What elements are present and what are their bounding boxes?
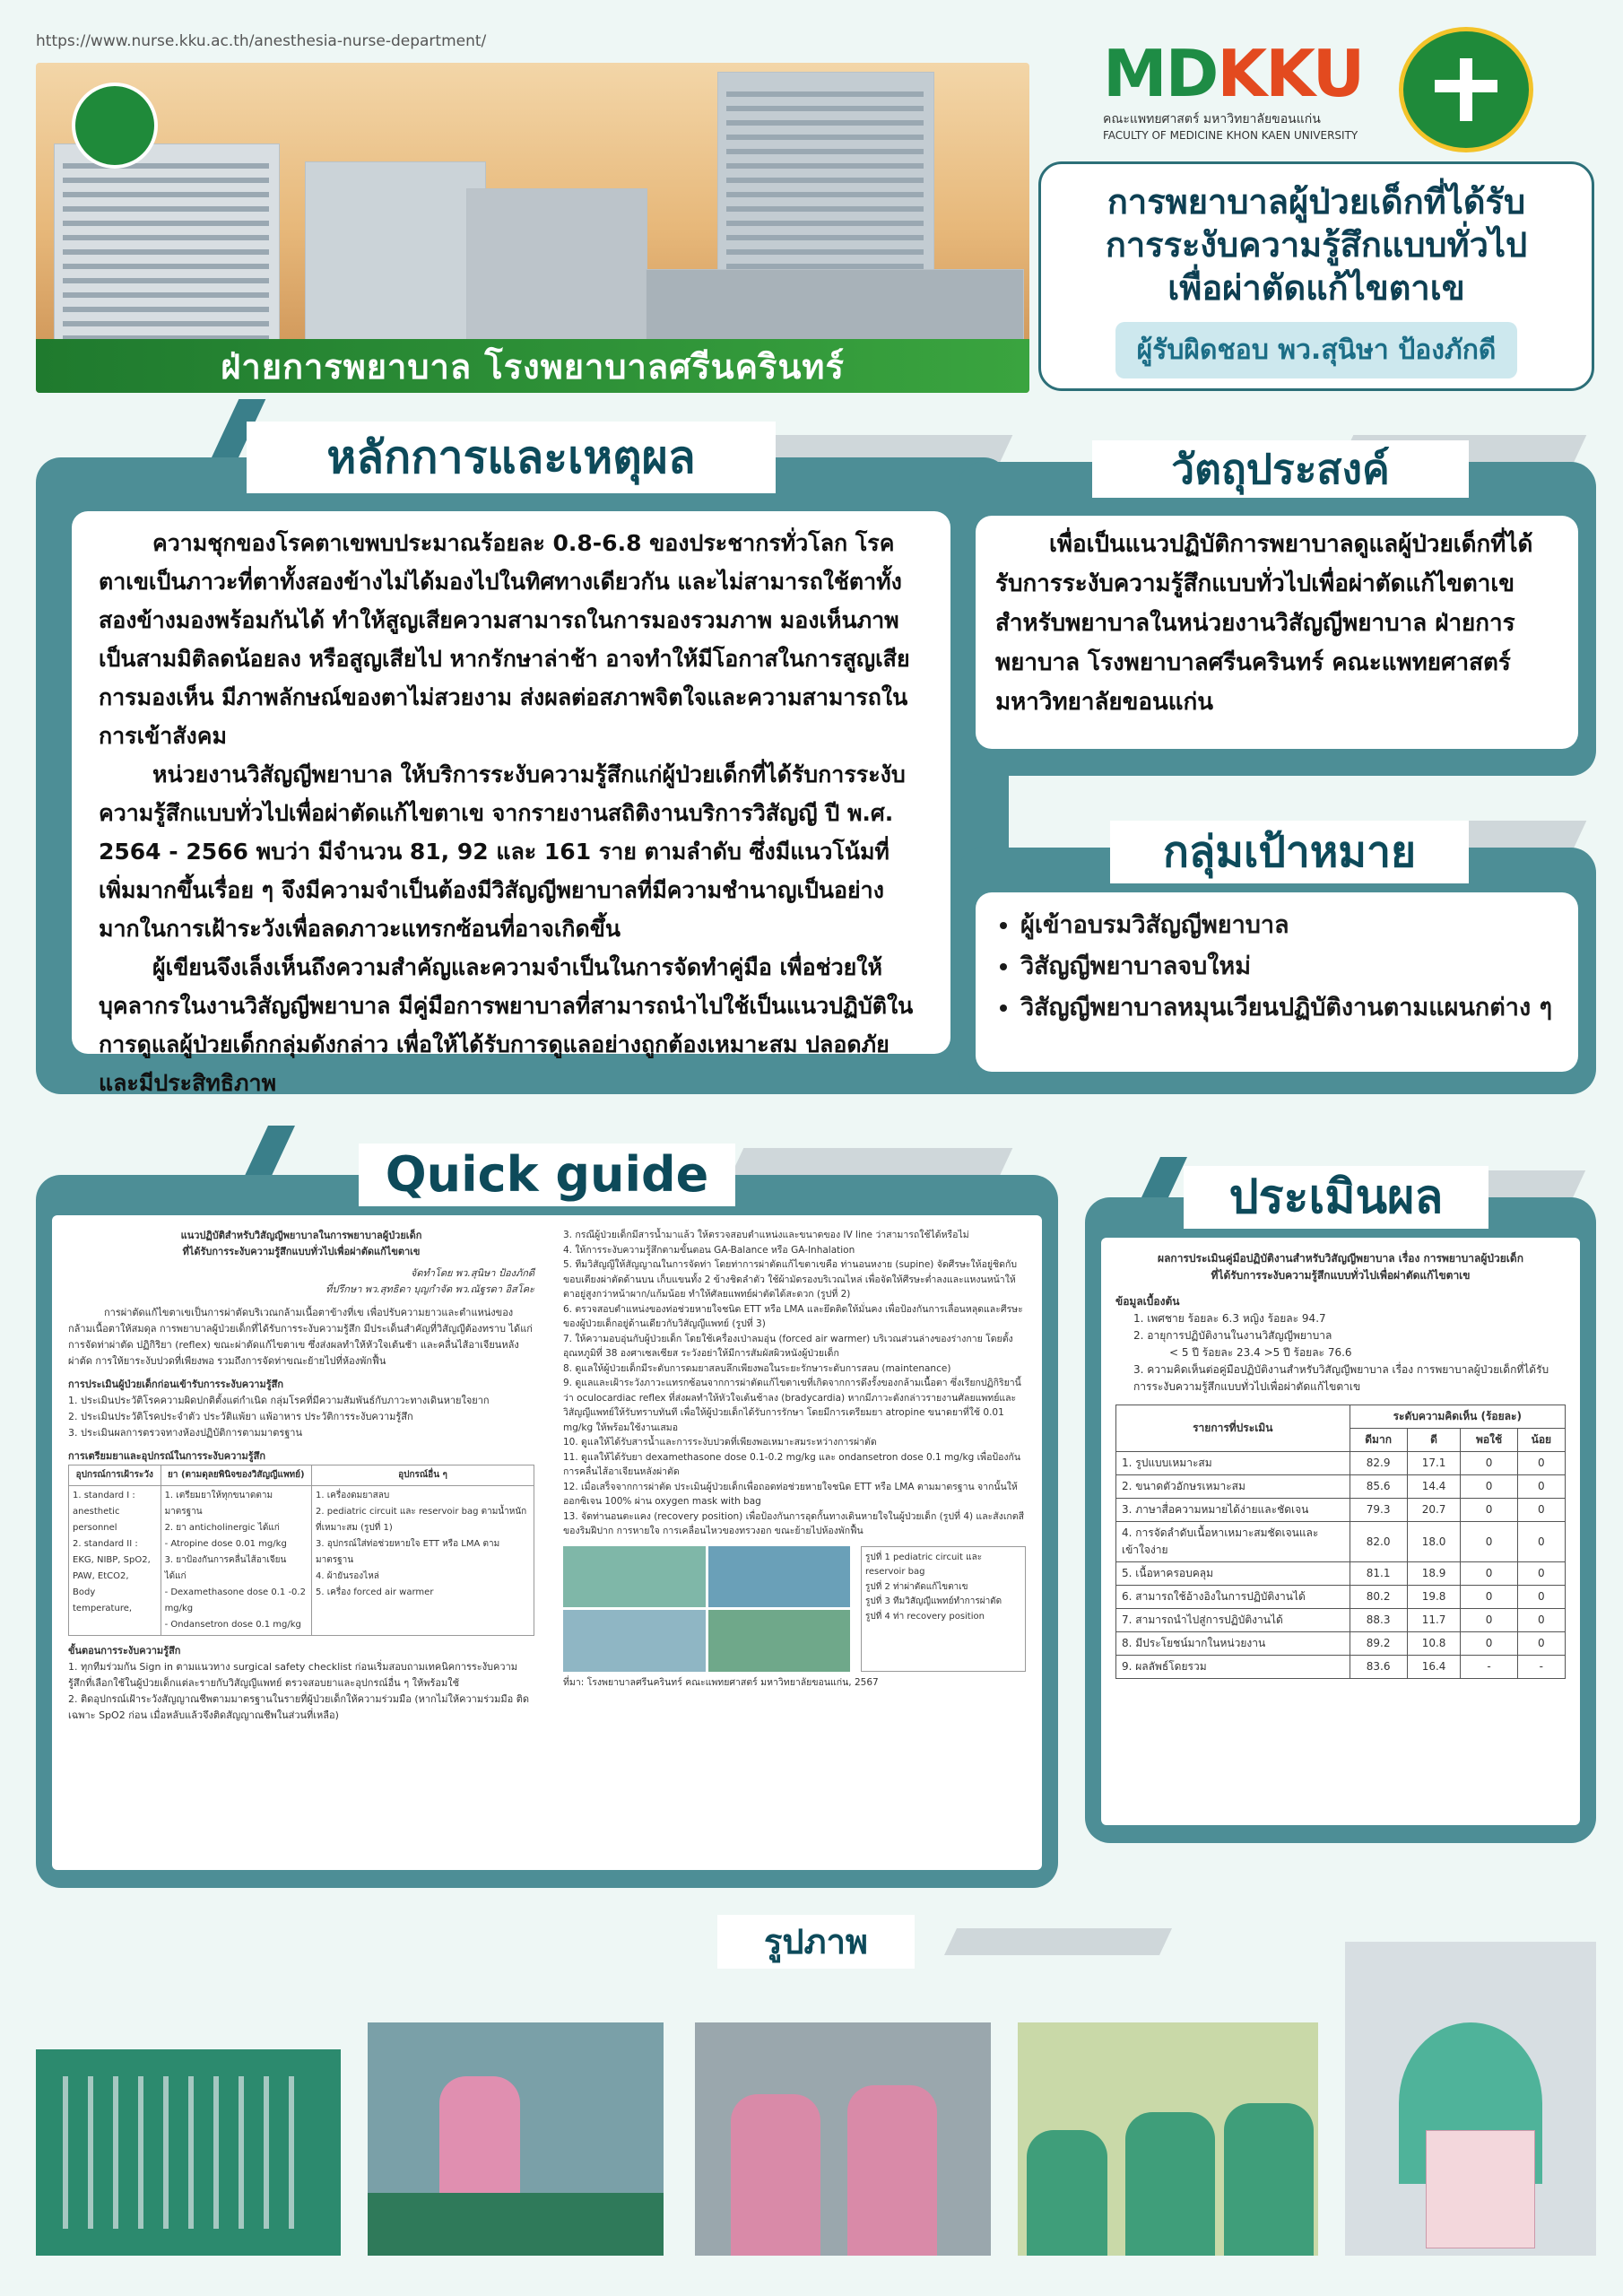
- figure-caption: รูปที่ 4 ท่า recovery position: [865, 1611, 985, 1622]
- evaluation-heading: ประเมินผล: [1184, 1166, 1488, 1229]
- list-item: 3. ความคิดเห็นต่อคู่มือปฏิบัติงานสำหรับวิสัญญีพยาบาล เรื่อง การพยาบาลผู้ป่วยเด็กที่ได้รับการระงับความรู้สึกแบบทั่วไปเพื่อผ่าตัดแก้ไขตาเข: [1133, 1363, 1549, 1393]
- table-cell: 82.9: [1350, 1452, 1407, 1475]
- table-cell: 4. การจัดลำดับเนื้อหาเหมาะสมชัดเจนและเข้าใจง่าย: [1116, 1522, 1350, 1562]
- objective-panel: [958, 445, 1596, 776]
- table-cell: 17.1: [1407, 1452, 1461, 1475]
- objective-heading: วัตถุประสงค์: [1092, 440, 1469, 498]
- photo-anesthesia-2: [695, 2022, 991, 2256]
- figure-caption: รูปที่ 3 ทีมวิสัญญีแพทย์ทำการผ่าตัด: [865, 1596, 1002, 1606]
- list-item: 12. เมื่อเสร็จจากการผ่าตัด ประเมินผู้ป่วยเด็กเพื่อถอดท่อช่วยหายใจชนิด ETT หรือ LMA ตามมาตรฐาน จากนั้นให้ออกซิเจน 100% ผ่าน oxygen mask with bag: [563, 1481, 1018, 1507]
- list-item: 2. อายุการปฏิบัติงานในงานวิสัญญีพยาบาล: [1133, 1329, 1332, 1342]
- table-header: พอใช้: [1461, 1429, 1517, 1452]
- table-row: [1116, 1475, 1566, 1499]
- list-item: 7. ให้ความอบอุ่นกับผู้ป่วยเด็ก โดยใช้เครื่องเป่าลมอุ่น (forced air warmer) บริเวณส่วนล่างของร่างกาย โดยตั้งอุณหภูมิที่ 38 องศาเซลเซียส ระวังอย่าให้มีการสัมผัสผิวหนังผู้ป่วยเด็ก: [563, 1333, 1013, 1359]
- photo-training: [1018, 2022, 1318, 2256]
- list-item: • วิสัญญีพยาบาลจบใหม่: [1020, 946, 1569, 987]
- list-item: 1. ประเมินประวัติโรคความผิดปกติตั้งแต่กำเนิด กลุ่มโรคที่มีความสัมพันธ์กับภาวะทางเดินหายใจยาก: [68, 1395, 490, 1406]
- table-cell: 8. มีประโยชน์มากในหน่วยงาน: [1116, 1632, 1350, 1656]
- table-header: รายการที่ประเมิน: [1116, 1405, 1350, 1452]
- qg-section-prep: การเตรียมยาและอุปกรณ์ในการระงับความรู้สึก: [68, 1450, 266, 1462]
- table-cell: 82.0: [1350, 1522, 1407, 1562]
- figure-image: [708, 1610, 851, 1672]
- table-cell: 0: [1461, 1609, 1517, 1632]
- table-cell: 0: [1461, 1632, 1517, 1656]
- md-kku-logo: [1103, 36, 1372, 142]
- table-row: [1116, 1586, 1566, 1609]
- rationale-panel: [36, 431, 1009, 1096]
- list-item: 11. ดูแลให้ได้รับยา dexamethasone dose 0.1-0.2 mg/kg และ ondansetron dose 0.1 mg/kg เพื่อป้องกันการคลื่นไส้อาเจียนหลังผ่าตัด: [563, 1451, 1021, 1477]
- logo-sub-thai: คณะแพทยศาสตร์ มหาวิทยาลัยขอนแก่น: [1103, 112, 1321, 126]
- table-cell: 1. เครื่องดมยาสลบ 2. pediatric circuit และ reservoir bag ตามน้ำหนักที่เหมาะสม (รูปที่ 1) 3. อุปกรณ์ใส่ท่อช่วยหายใจ ETT หรือ LMA ตามมาตรฐาน 4. ผ้ายันรองไหล่ 5. เครื่อง forced air warmer: [312, 1486, 534, 1636]
- table-cell: -: [1461, 1656, 1517, 1679]
- table-cell: 3. ภาษาสื่อความหมายได้ง่ายและชัดเจน: [1116, 1499, 1350, 1522]
- rationale-paragraph: หน่วยงานวิสัญญีพยาบาล ให้บริการระงับความรู้สึกแก่ผู้ป่วยเด็กที่ได้รับการระงับความรู้สึกแบบทั่วไปเพื่อผ่าตัดแก้ไขตาเข จากรายงานสถิติงานบริการวิสัญญี ปี พ.ศ. 2564 - 2566 พบว่า มีจำนวน 81, 92 และ 161 ราย ตามลำดับ ซึ่งมีแนวโน้มที่เพิ่มมากขึ้นเรื่อย ๆ จึงมีความจำเป็นต้องมีวิสัญญีพยาบาลที่มีความชำนาญเป็นอย่างมากในการเฝ้าระวังเพื่อลดภาวะแทรกซ้อนที่อาจเกิดขึ้น: [99, 761, 906, 942]
- title-box: [1038, 161, 1594, 391]
- table-header: ดีมาก: [1350, 1429, 1407, 1452]
- table-cell: 11.7: [1407, 1609, 1461, 1632]
- qg-source: ที่มา: โรงพยาบาลศรีนครินทร์ คณะแพทยศาสตร์ มหาวิทยาลัยขอนแก่น, 2567: [563, 1676, 879, 1688]
- list-item: < 5 ปี ร้อยละ 23.4 >5 ปี ร้อยละ 76.6: [1169, 1346, 1352, 1359]
- table-cell: 18.0: [1407, 1522, 1461, 1562]
- hospital-logo-icon: [72, 83, 158, 169]
- target-panel: [958, 827, 1596, 1094]
- quick-guide-heading: Quick guide: [359, 1144, 735, 1206]
- qg-section-steps: ขั้นตอนการระงับความรู้สึก: [68, 1645, 181, 1657]
- table-header: ระดับความคิดเห็น (ร้อยละ): [1350, 1405, 1565, 1429]
- list-item: 3. ประเมินผลการตรวจทางห้องปฏิบัติการตามมาตรฐาน: [68, 1427, 303, 1439]
- table-cell: 0: [1517, 1452, 1565, 1475]
- table-cell: 80.2: [1350, 1586, 1407, 1609]
- table-cell: 81.1: [1350, 1562, 1407, 1586]
- target-body: [976, 892, 1578, 1072]
- qg-author: จัดทำโดย พว.สุนิษา ป้องภักดี: [410, 1267, 534, 1279]
- table-header: อุปกรณ์การเฝ้าระวัง: [69, 1465, 161, 1486]
- table-cell: 19.8: [1407, 1586, 1461, 1609]
- objective-text: เพื่อเป็นแนวปฏิบัติการพยาบาลดูแลผู้ป่วยเด็กที่ได้รับการระงับความรู้สึกแบบทั่วไปเพื่อผ่าตัดแก้ไขตาเข สำหรับพยาบาลในหน่วยงานวิสัญญีพยาบาล ฝ่ายการพยาบาล โรงพยาบาลศรีนครินทร์ คณะแพทยศาสตร์ มหาวิทยาลัยขอนแก่น: [995, 531, 1533, 716]
- table-cell: 79.3: [1350, 1499, 1407, 1522]
- rationale-body: [72, 511, 950, 1096]
- list-item: 2. ประเมินประวัติโรคประจำตัว ประวัติแพ้ยา แพ้อาหาร ประวัติการระงับความรู้สึก: [68, 1411, 413, 1422]
- table-cell: 0: [1517, 1609, 1565, 1632]
- list-item: 10. ดูแลให้ได้รับสารน้ำและการระงับปวดที่เพียงพอเหมาะสมระหว่างการผ่าตัด: [563, 1437, 877, 1448]
- qg-doc-title: แนวปฏิบัติสำหรับวิสัญญีพยาบาลในการพยาบาลผู้ป่วยเด็ก ที่ได้รับการระงับความรู้สึกแบบทั่วไปเพื่อผ่าตัดแก้ไขตาเข: [180, 1230, 422, 1257]
- table-cell: 0: [1461, 1522, 1517, 1562]
- table-cell: 0: [1517, 1586, 1565, 1609]
- table-row: [1116, 1452, 1566, 1475]
- table-cell: 5. เนื้อหาครอบคลุม: [1116, 1562, 1350, 1586]
- table-cell: 18.9: [1407, 1562, 1461, 1586]
- table-cell: 0: [1461, 1499, 1517, 1522]
- decor-slant: [944, 1928, 1172, 1955]
- list-item: 1. ทุกทีมร่วมกัน Sign in ตามแนวทาง surgical safety checklist ก่อนเริ่มสอบถามเทคนิคการระงับความรู้สึกที่เลือกใช้ในผู้ป่วยเด็กแต่ละรายกับวิสัญญีแพทย์ ตรวจสอบยาและอุปกรณ์อื่น ๆ ให้พร้อมใช้: [68, 1661, 518, 1689]
- qg-intro: การผ่าตัดแก้ไขตาเขเป็นการผ่าตัดบริเวณกล้ามเนื้อตาข้างที่เข เพื่อปรับความยาวและตำแหน่งของกล้ามเนื้อตาให้สมดุล การพยาบาลผู้ป่วยเด็กที่ได้รับการระงับความรู้สึก มีประเด็นสำคัญที่วิสัญญีต้องทราบ ได้แก่ การจัดท่าผ่าตัด ปฏิกิริยา (reflex) ขณะผ่าตัดแก้ไขตาเข ซึ่งส่งผลทำให้หัวใจเต้นช้า และคลื่นไส้อาเจียนหลังผ่าตัด การให้ยาระงับปวดที่เพียงพอ รวมถึงการจัดท่าขณะย้ายไปที่ห้องพักฟื้น: [68, 1307, 533, 1367]
- table-cell: 16.4: [1407, 1656, 1461, 1679]
- table-cell: 0: [1461, 1475, 1517, 1499]
- table-cell: 88.3: [1350, 1609, 1407, 1632]
- logo-sub-eng: FACULTY OF MEDICINE KHON KAEN UNIVERSITY: [1103, 129, 1358, 142]
- list-item: 9. ดูแลและเฝ้าระวังภาวะแทรกซ้อนจากการผ่าตัดแก้ไขตาเขที่เกิดจากการดึงรั้งของกล้ามเนื้อตา ซึ่งเรียกปฏิกิริยานี้ว่า oculocardiac reflex ที่ส่งผลทำให้หัวใจเต้นช้าลง (bradycardia) หากมีภาวะดังกล่าวรายงานศัลยแพทย์และวิสัญญีแพทย์ให้รับทราบทันที เพื่อให้ผู้ป่วยเด็กได้รับการรักษา โดยมีการเตรียมยา atropine ขนาดยาที่ใช้ 0.01 mg/kg ให้พร้อมใช้งานเสมอ: [563, 1378, 1021, 1433]
- figure-caption: รูปที่ 2 ท่าผ่าตัดแก้ไขตาเข: [865, 1581, 968, 1592]
- figure-caption: รูปที่ 1 pediatric circuit และ reservoir bag: [865, 1552, 983, 1577]
- rationale-paragraph: ความชุกของโรคตาเขพบประมาณร้อยละ 0.8-6.8 ของประชากรทั่วโลก โรคตาเขเป็นภาวะที่ตาทั้งสองข้างไม่ได้มองไปในทิศทางเดียวกัน และไม่สามารถใช้ตาทั้งสองข้างมองพร้อมกันได้ ทำให้สูญเสียความสามารถในการมองรวมภาพ มองเห็นภาพเป็นสามมิติลดน้อยลง หรือสูญเสียไป หากรักษาล่าช้า อาจทำให้มีโอกาสในการสูญเสียการมองเห็น มีภาพลักษณ์ของตาไม่สวยงาม ส่งผลต่อสภาพจิตใจและความสามารถในการเข้าสังคม: [99, 530, 910, 749]
- table-cell: 0: [1461, 1586, 1517, 1609]
- table-row: [1116, 1562, 1566, 1586]
- target-heading: กลุ่มเป้าหมาย: [1110, 821, 1469, 883]
- photo-equipment: [36, 2049, 341, 2256]
- qg-section-assess: การประเมินผู้ป่วยเด็กก่อนเข้ารับการระงับความรู้สึก: [68, 1378, 283, 1390]
- table-cell: 9. ผลลัพธ์โดยรวม: [1116, 1656, 1350, 1679]
- list-item: 3. กรณีผู้ป่วยเด็กมีสารน้ำมาแล้ว ให้ตรวจสอบตำแหน่งและขนาดของ IV line ว่าสามารถใช้ได้หรือไม่: [563, 1230, 969, 1240]
- rationale-heading: หลักการและเหตุผล: [247, 422, 776, 493]
- table-cell: 1. standard I : anesthetic personnel 2. standard II : EKG, NIBP, SpO2, PAW, EtCO2, Body temperature,: [69, 1486, 161, 1636]
- table-cell: 2. ขนาดตัวอักษรเหมาะสม: [1116, 1475, 1350, 1499]
- table-cell: 14.4: [1407, 1475, 1461, 1499]
- table-cell: 0: [1517, 1562, 1565, 1586]
- eval-doc-title: ผลการประเมินคู่มือปฏิบัติงานสำหรับวิสัญญีพยาบาล เรื่อง การพยาบาลผู้ป่วยเด็ก ที่ได้รับการระงับความรู้สึกแบบทั่วไปเพื่อผ่าตัดแก้ไขตาเข: [1158, 1252, 1523, 1282]
- list-item: • วิสัญญีพยาบาลหมุนเวียนปฏิบัติงานตามแผนกต่าง ๆ: [1020, 987, 1569, 1029]
- figure-image: [708, 1546, 851, 1608]
- table-row: [1116, 1522, 1566, 1562]
- table-row: [1116, 1499, 1566, 1522]
- figure-image: [563, 1546, 706, 1608]
- table-header: อุปกรณ์อื่น ๆ: [312, 1465, 534, 1486]
- logo-mark-left: MD: [1103, 36, 1218, 111]
- list-item: 1. เพศชาย ร้อยละ 6.3 หญิง ร้อยละ 94.7: [1133, 1312, 1326, 1325]
- list-item: 13. จัดท่านอนตะแคง (recovery position) เพื่อป้องกันการอุดกั้นทางเดินหายใจในผู้ป่วยเด็ก (รูปที่ 4) และสังเกตสีของริมฝีปาก การหายใจ การเคลื่อนไหวของทรวงอก ขณะย้ายไปห้องพักฟื้น: [563, 1510, 1024, 1536]
- list-item: 8. ดูแลให้ผู้ป่วยเด็กมีระดับการดมยาสลบลึกเพียงพอในระยะรักษาระดับการสลบ (maintenance): [563, 1362, 951, 1374]
- table-cell: 0: [1461, 1562, 1517, 1586]
- quick-guide-document: [52, 1215, 1042, 1870]
- list-item: 4. ให้การระงับความรู้สึกตามขั้นตอน GA-Balance หรือ GA-Inhalation: [563, 1244, 855, 1256]
- table-cell: 0: [1461, 1452, 1517, 1475]
- evaluation-document: [1101, 1238, 1580, 1825]
- table-cell: 7. สามารถนำไปสู่การปฏิบัติงานได้: [1116, 1609, 1350, 1632]
- list-item: 2. ติดอุปกรณ์เฝ้าระวังสัญญาณชีพตามมาตรฐานในรายที่ผู้ป่วยเด็กให้ความร่วมมือ (หากไม่ให้ความร่วมมือ ติดเฉพาะ SpO2 ก่อน เมื่อหลับแล้วจึงติดสัญญาณชีพในส่วนที่เหลือ): [68, 1693, 530, 1721]
- qg-advisor: ที่ปรึกษา พว.สุทธิดา บุญกำจัด พว.ณัฐรดา อิสโคะ: [325, 1283, 534, 1295]
- table-header: น้อย: [1517, 1429, 1565, 1452]
- qg-prep-table: [68, 1465, 534, 1636]
- hero-banner: ฝ่ายการพยาบาล โรงพยาบาลศรีนครินทร์: [36, 339, 1029, 393]
- responsible-person: ผู้รับผิดชอบ พว.สุนิษา ป้องภักดี: [1115, 322, 1518, 378]
- table-cell: 10.8: [1407, 1632, 1461, 1656]
- table-row: [1116, 1632, 1566, 1656]
- rationale-paragraph: ผู้เขียนจึงเล็งเห็นถึงความสำคัญและความจำเป็นในการจัดทำคู่มือ เพื่อช่วยให้บุคลากรในงานวิสัญญีพยาบาล มีคู่มือการพยาบาลที่สามารถนำไปใช้เป็นแนวปฏิบัติในการดูแลผู้ป่วยเด็กกลุ่มดังกล่าว เพื่อให้ได้รับการดูแลอย่างถูกต้องเหมาะสม ปลอดภัย และมีประสิทธิภาพ: [99, 954, 914, 1096]
- table-row: [1116, 1656, 1566, 1679]
- table-cell: 83.6: [1350, 1656, 1407, 1679]
- table-cell: 1. เตรียมยาให้ทุกขนาดตามมาตรฐาน 2. ยา anticholinergic ได้แก่ - Atropine dose 0.01 mg/kg 3. ยาป้องกันการคลื่นไส้อาเจียน ได้แก่ - Dexamethasone dose 0.1 -0.2 mg/kg - Ondansetron dose 0.1 mg/kg: [161, 1486, 311, 1636]
- quick-guide-panel: [36, 1146, 1058, 1888]
- table-cell: 89.2: [1350, 1632, 1407, 1656]
- table-header: ยา (ตามดุลยพินิจของวิสัญญีแพทย์): [161, 1465, 311, 1486]
- hero-photo: [36, 63, 1029, 393]
- list-item: • ผู้เข้าอบรมวิสัญญีพยาบาล: [1020, 905, 1569, 946]
- decor-slant: [243, 1126, 295, 1179]
- eval-basic-heading: ข้อมูลเบื้องต้น: [1115, 1295, 1180, 1308]
- photo-manual-holder: [1345, 1942, 1596, 2256]
- photos-heading: รูปภาพ: [717, 1915, 915, 1969]
- table-header: ดี: [1407, 1429, 1461, 1452]
- logo-mark-right: KKU: [1217, 36, 1364, 111]
- table-cell: 6. สามารถใช้อ้างอิงในการปฏิบัติงานได้: [1116, 1586, 1350, 1609]
- list-item: 5. ทีมวิสัญญีให้สัญญาณในการจัดท่า โดยท่าการผ่าตัดแก้ไขตาเขคือ ท่านอนหงาย (supine) จัดศีรษะให้อยู่ชิดกับขอบเตียงผ่าตัดด้านบน เก็บแขนทั้ง 2 ข้างชิดลำตัว ใช้ผ้ามัดรองบริเวณไหล่ เพื่อจัดให้ศีรษะต่ำลงและแหงนหน้าให้ตาอยู่สูงกว่าหน้าผาก/แก้มน้อย ทำให้ศัลยแพทย์ผ่าตัดได้สะดวก (รูปที่ 2): [563, 1259, 1018, 1300]
- figure-image: [563, 1610, 706, 1672]
- table-cell: 0: [1517, 1499, 1565, 1522]
- source-url: https://www.nurse.kku.ac.th/anesthesia-nurse-department/: [36, 32, 487, 50]
- table-cell: -: [1517, 1656, 1565, 1679]
- list-item: 6. ตรวจสอบตำแหน่งของท่อช่วยหายใจชนิด ETT หรือ LMA และยึดติดให้มั่นคง เพื่อป้องกันการเลื่อนหลุดและศีรษะของผู้ป่วยเด็กอยู่ด้านเดียวกับวิสัญญีแพทย์ (รูปที่ 3): [563, 1303, 1023, 1329]
- objective-body: [976, 516, 1578, 749]
- evaluation-panel: [1085, 1170, 1596, 1843]
- nursing-logo-icon: [1399, 27, 1533, 152]
- table-cell: 0: [1517, 1475, 1565, 1499]
- table-cell: 20.7: [1407, 1499, 1461, 1522]
- photo-anesthesia-1: [368, 2022, 664, 2256]
- qg-figures: [563, 1546, 1026, 1672]
- table-cell: 0: [1517, 1522, 1565, 1562]
- table-cell: 0: [1517, 1632, 1565, 1656]
- table-cell: 85.6: [1350, 1475, 1407, 1499]
- poster-title: การพยาบาลผู้ป่วยเด็กที่ได้รับ การระงับความรู้สึกแบบทั่วไป เพื่อผ่าตัดแก้ไขตาเข: [1105, 182, 1528, 308]
- target-list: [985, 905, 1569, 1029]
- table-row: [1116, 1609, 1566, 1632]
- evaluation-table: [1115, 1405, 1566, 1679]
- table-cell: 1. รูปแบบเหมาะสม: [1116, 1452, 1350, 1475]
